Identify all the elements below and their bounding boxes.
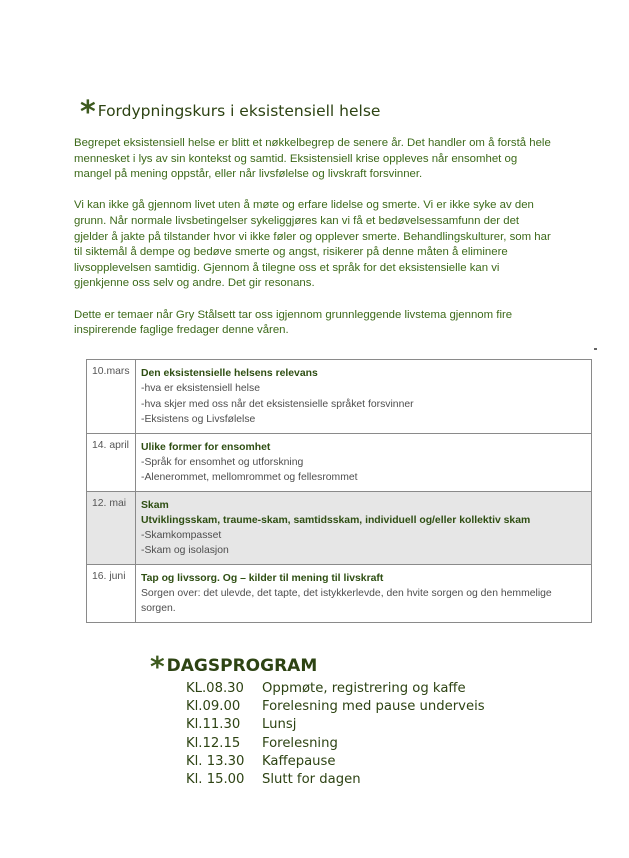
intro-paragraph: Begrepet eksistensiell helse er blitt et nøkkelbegrep de senere år. Det handler om å forstå hele mennesket i lys av sin kontekst og samtid. Eksistensiell krise oppleves når ensomhet og mangel på mening oppstår, eller når livsfølelse og livskraft forsvinner. [74, 137, 551, 181]
list-item [186, 698, 485, 716]
program-time: Kl. 13.30 [186, 753, 245, 769]
session-topic: Tap og livssorg. Og – kilder til mening til livskraft [141, 572, 384, 584]
session-subtopic: -Eksistens og Livsfølelse [141, 414, 256, 425]
intro-paragraph: Vi kan ikke gå gjennom livet uten å møte og erfare lidelse og smerte. Vi er ikke syke av den grunn. Når normale livsbetingelser sykeliggjøres kan vi få et bedøvelsessamfunn der det gjelder å jakte på tilstander hvor vi ikke føler og opplever smerte. Behandlingskulturer, som har til siktemål å dempe og bedøve smerte og angst, risikerer på denne måten å eliminere livsopplevelsen samtidig. Gjennom å tilegne oss et språk for det eksistensielle kan vi gjenkjenne oss selv og andre. Det gir resonans. [74, 199, 551, 290]
session-date: 14. april [87, 433, 136, 491]
program-time: KL.08.30 [186, 681, 244, 696]
program-activity: Slutt for dagen [262, 771, 361, 787]
session-content [136, 564, 592, 622]
program-time: Kl.11.30 [186, 717, 241, 733]
session-topic: Ulike former for ensomhet [141, 441, 271, 453]
session-topic: Skam [141, 499, 169, 511]
session-content [136, 433, 592, 491]
program-activity: Oppmøte, registrering og kaffe [262, 681, 466, 696]
program-activity: Kaffepause [262, 753, 336, 769]
session-date: 10.mars [87, 360, 136, 434]
session-content [136, 491, 592, 564]
list-item [186, 753, 485, 771]
session-subtopic: -hva skjer med oss når det eksistensielle språket forsvinner [141, 398, 414, 410]
dagsprogram-title: DAGSPROGRAM [166, 656, 318, 676]
program-activity: Forelesning med pause underveis [262, 699, 485, 715]
dagsprogram-list [186, 680, 485, 789]
title-row [80, 92, 381, 130]
decorative-mark [594, 348, 597, 350]
program-time: Kl.12.15 [186, 735, 241, 751]
session-topic: Utviklingsskam, traume-skam, samtidsskam, individuell og/eller kollektiv skam [141, 514, 531, 526]
program-time: Kl.09.00 [186, 699, 241, 715]
schedule-table [86, 359, 592, 623]
session-subtopic: Sorgen over: det ulevde, det tapte, det istykkerlevde, den hvite sorgen og den hemmelige sorgen. [141, 587, 552, 614]
program-activity: Forelesning [262, 735, 338, 751]
intro-text [74, 136, 554, 354]
asterisk-icon: * [150, 650, 165, 683]
session-subtopic: -Alenerommet, mellomrommet og fellesrommet [141, 472, 358, 483]
list-item [186, 735, 485, 753]
list-item [186, 716, 485, 734]
session-subtopic: -Skamkompasset [141, 529, 222, 541]
table-row [87, 433, 592, 491]
session-subtopic: -hva er eksistensiell helse [141, 383, 260, 394]
session-date: 16. juni [87, 564, 136, 622]
list-item [186, 771, 485, 789]
table-row [87, 491, 592, 564]
asterisk-icon: * [80, 95, 96, 130]
list-item [186, 680, 485, 698]
program-activity: Lunsj [262, 717, 297, 733]
session-date: 12. mai [87, 491, 136, 564]
session-subtopic: -Språk for ensomhet og utforskning [141, 456, 304, 468]
program-time: Kl. 15.00 [186, 771, 245, 787]
intro-paragraph: Dette er temaer når Gry Stålsett tar oss igjennom grunnleggende livstema gjennom fire inspirerende faglige fredager denne våren. [74, 308, 513, 337]
table-row [87, 564, 592, 622]
dagsprogram-header [150, 648, 318, 683]
page-title: Fordypningskurs i eksistensiell helse [97, 102, 381, 120]
session-content [136, 360, 592, 434]
table-row [87, 360, 592, 434]
session-topic: Den eksistensielle helsens relevans [141, 368, 318, 379]
session-subtopic: -Skam og isolasjon [141, 545, 229, 556]
